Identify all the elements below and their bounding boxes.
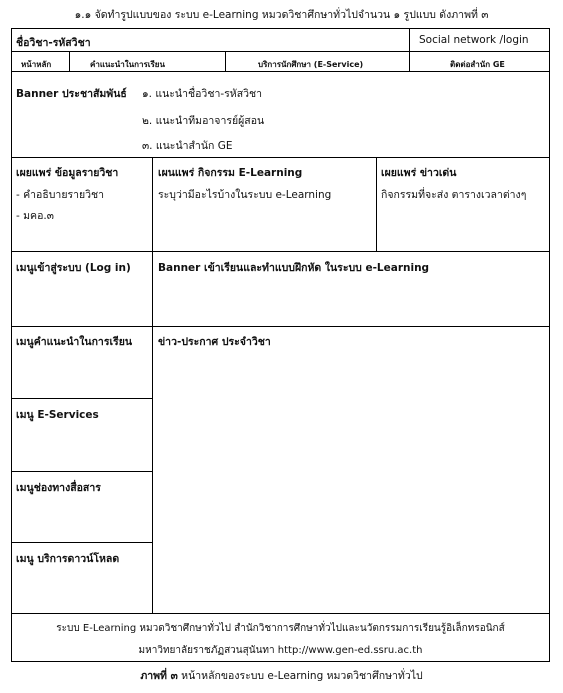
nav-eservice-label: บริการนักศึกษา (E-Service) [258,60,364,69]
menu-login-label: เมนูเข้าสู่ระบบ (Log in) [16,262,131,274]
banner-label: Banner ประชาสัมพันธ์ [16,88,127,100]
menu-guide-label: เมนูคำแนะนำในการเรียน [16,336,133,348]
course-info-item: - มคอ.๓ [16,210,54,222]
activities-title: เผนแพร่ กิจกรรม E-Learning [158,167,303,179]
course-info-item: - คำอธิบายรายวิชา [16,189,105,201]
menu-guide[interactable] [12,327,153,399]
header-social-cell[interactable] [410,29,549,52]
nav-home-label: หน้าหลัก [21,60,52,69]
course-name-label: ชื่อวิชา-รหัสวิชา [16,37,91,49]
announcements-title: ข่าว-ประกาศ ประจำวิชา [158,336,271,348]
figure-caption-text: หน้าหลักของระบบ e-Learning หมวดวิชาศึกษาทั่วไป [177,670,423,682]
footer-line1: ระบบ E-Learning หมวดวิชาศึกษาทั่วไป สำนักวิชาการศึกษาทั่วไปและนวัตกรรมการเรียนรู้อิเล็กทรอนิกส์ [56,623,505,634]
learning-banner-label: Banner เข้าเรียนและทำแบบฝึกหัด ในระบบ e-Learning [158,262,430,274]
news-title: เผยแพร่ ข่าวเด่น [381,167,457,179]
banner-section [12,72,549,158]
news-text: กิจกรรมที่จะส่ง ตารางเวลาต่างๆ [381,189,527,201]
menu-login[interactable] [12,252,153,327]
course-info-section [12,158,153,252]
nav-contact-label: ติดต่อสำนัก GE [450,60,505,69]
nav-guide-label: คำแนะนำในการเรียน [90,60,165,69]
menu-channels[interactable] [12,472,153,543]
course-info-title: เผยแพร่ ข้อมูลรายวิชา [16,167,119,179]
news-section [377,158,549,252]
layout-wireframe [11,28,550,662]
learning-banner-section[interactable] [153,252,549,327]
figure-label: ภาพที่ ๓ [140,670,178,682]
banner-item: ๓. แนะนำสำนัก GE [142,140,233,152]
header-course-cell [12,29,410,52]
menu-download-label: เมนู บริการดาวน์โหลด [16,553,120,565]
nav-home[interactable] [12,52,70,72]
nav-eservice[interactable] [226,52,410,72]
nav-contact[interactable] [410,52,549,72]
footer-line2: มหาวิทยาลัยราชภัฏสวนสุนันทา http://www.gen-ed.ssru.ac.th [138,645,423,656]
figure-caption-top: ๑.๑ จัดทำรูปแบบของ ระบบ e-Learning หมวดวิชาศึกษาทั่วไปจำนวน ๑ รูปแบบ ดังภาพที่ ๓ [74,9,489,21]
announcements-section [153,327,549,614]
menu-eservices[interactable] [12,399,153,472]
banner-item: ๒. แนะนำทีมอาจารย์ผู้สอน [142,115,265,127]
menu-channels-label: เมนูช่องทางสื่อสาร [16,482,101,494]
menu-download[interactable] [12,543,153,614]
nav-guide[interactable] [70,52,226,72]
activities-text: ระบุว่ามีอะไรบ้างในระบบ e-Learning [158,189,332,201]
banner-item: ๑. แนะนำชื่อวิชา-รหัสวิชา [142,88,263,100]
figure-caption-bottom [0,667,563,684]
social-login-label: Social network /login [419,34,529,46]
activities-section [153,158,377,252]
footer-section [12,614,549,661]
menu-eservices-label: เมนู E-Services [16,409,99,421]
